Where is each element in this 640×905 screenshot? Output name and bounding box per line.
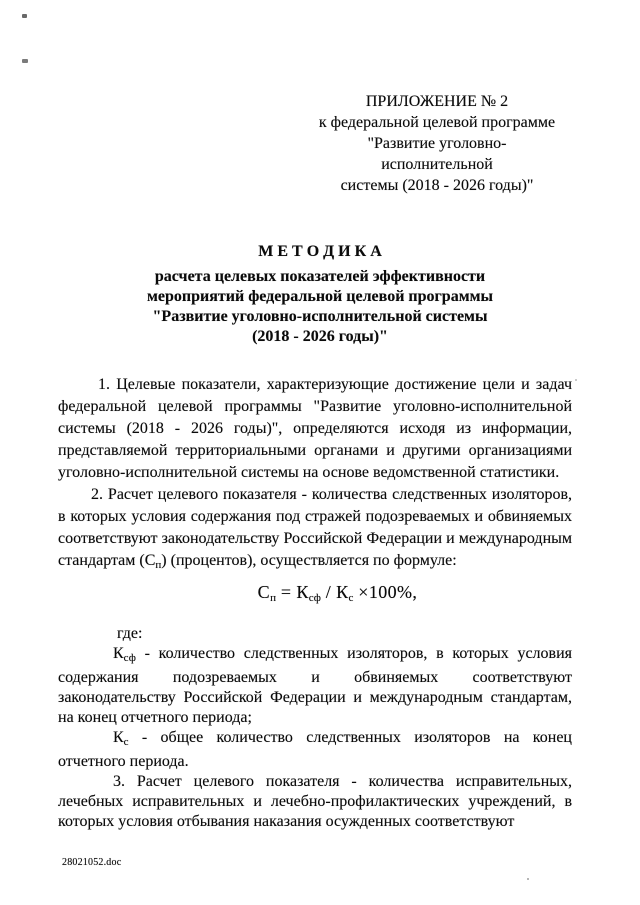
- title-line: (2018 - 2026 годы)": [252, 328, 388, 345]
- methodology-heading: М Е Т О Д И К А: [258, 243, 382, 260]
- document-filename: 28021052.doc: [62, 857, 122, 868]
- document-title: [60, 242, 580, 347]
- document-body: [58, 374, 572, 832]
- definition-text: - количество следственных изоляторов, в которых условия содержания подозреваемых и обвиняемых соответствуют законодательству Российской Федерации и международным стандартам, на конец отчетного периода;: [58, 645, 572, 726]
- formula-subscript: сф: [308, 592, 321, 604]
- formula-subscript: с: [348, 592, 354, 604]
- scan-artifact-dot: [527, 878, 529, 880]
- definition-ks: [58, 728, 572, 772]
- paragraph-2: [58, 484, 572, 576]
- paragraph-1: 1. Целевые показатели, характеризующие достижение цели и задач федеральной целевой программы "Развитие уголовно-исполнительной системы (2018 - 2026 годы)", определяются исходя из информации, представляемой территориальными органами и другими организациями уголовно-исполнительной системы на основе ведомственной статистики.: [58, 376, 572, 481]
- paragraph-3: 3. Расчет целевого показателя - количества исправительных, лечебных исправительных и лечебно-профилактических учреждений, в которых условия отбывания наказания осужденных соответствуют: [58, 773, 572, 830]
- formula-lhs: С: [257, 582, 271, 602]
- formula-subscript: п: [270, 592, 276, 604]
- definition-ksf: [58, 644, 572, 728]
- title-line: "Развитие уголовно-исполнительной системы: [152, 308, 488, 325]
- appendix-header: [312, 91, 562, 196]
- definition-term: К: [113, 729, 124, 746]
- definition-subscript: сф: [123, 652, 136, 664]
- definition-subscript: с: [123, 736, 129, 748]
- formula-divide: /: [320, 582, 337, 602]
- header-line: системы (2018 - 2026 годы)": [340, 177, 534, 194]
- where-label: где:: [117, 625, 143, 642]
- title-line: расчета целевых показателей эффективности: [154, 268, 486, 285]
- paragraph-2-text: ) (процентов), осуществляется по формуле:: [161, 552, 457, 569]
- definition-text: - общее количество следственных изоляторов на конец отчетного периода.: [58, 729, 572, 770]
- scan-artifact-dot: [22, 59, 28, 63]
- formula-denominator: К: [336, 582, 349, 602]
- indicator-subscript: п: [155, 559, 162, 571]
- header-line: "Развитие уголовно-исполнительной: [367, 135, 507, 173]
- formula-numerator: К: [296, 582, 309, 602]
- header-line: к федеральной целевой программе: [318, 114, 556, 131]
- paragraph-2-text: 2. Расчет целевого показателя - количества следственных изоляторов, в которых условия содержания под стражей подозреваемых и обвиняемых соответствуют законодательству Российской Федерации и международным стандартам (С: [58, 486, 572, 569]
- scan-artifact-dot: [575, 379, 577, 381]
- appendix-number: ПРИЛОЖЕНИЕ № 2: [365, 93, 509, 110]
- formula-equals: =: [275, 582, 297, 602]
- formula-tail: ×100%,: [353, 582, 418, 602]
- title-line: мероприятий федеральной целевой программы: [147, 288, 493, 305]
- formula: [58, 581, 572, 609]
- scan-artifact-dot: [22, 14, 27, 18]
- definition-term: К: [113, 645, 124, 662]
